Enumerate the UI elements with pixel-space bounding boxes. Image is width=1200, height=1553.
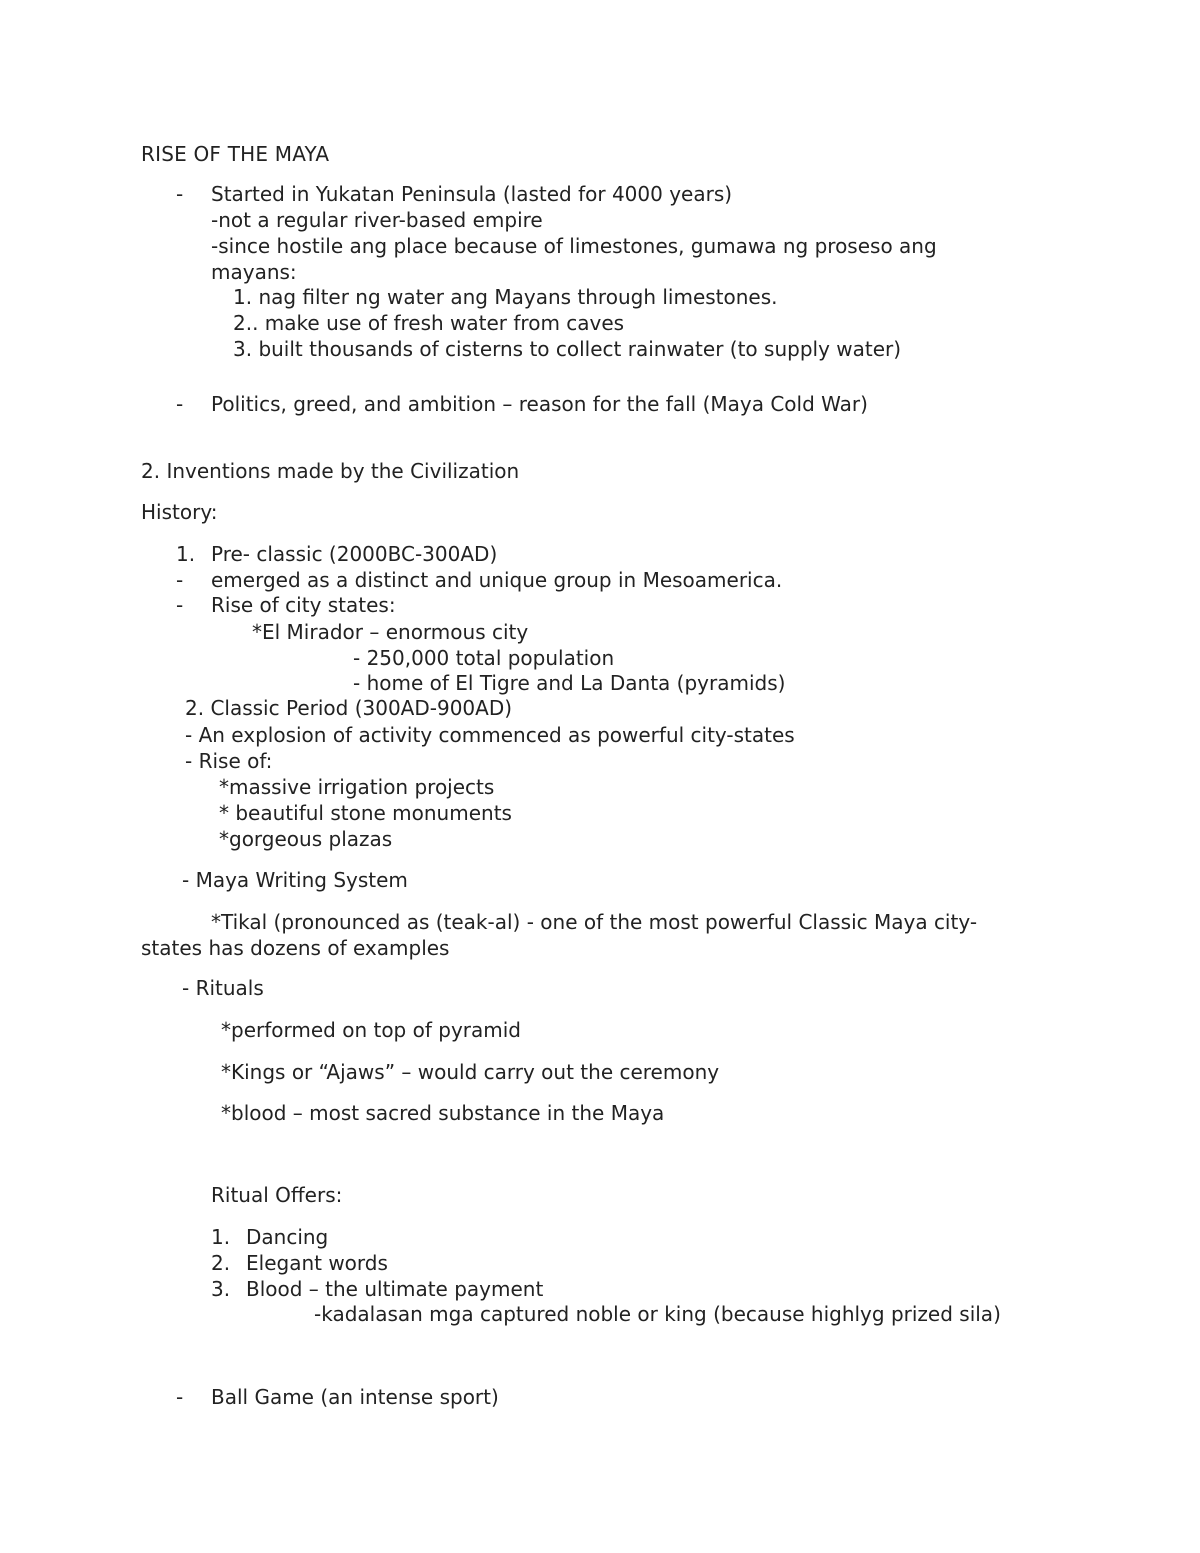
bullet-marker: - [176,392,184,416]
process-item: 1. nag filter ng water ang Mayans through limestones. [233,285,778,309]
politics-line: Politics, greed, and ambition – reason for the fall (Maya Cold War) [211,392,868,416]
history-label: History: [141,500,218,524]
emerged-line: emerged as a distinct and unique group in Mesoamerica. [211,568,783,592]
list-number: 1. [176,542,196,566]
offer-item: Dancing [246,1225,329,1249]
offer-item: Blood – the ultimate payment [246,1277,544,1301]
rise-item: * beautiful stone monuments [219,801,512,825]
ritual-offers-label: Ritual Offers: [211,1183,343,1207]
bullet-marker: - [176,568,184,592]
writing-system-line: - Maya Writing System [182,868,408,892]
bullet-marker: - [176,1385,184,1409]
list-number: 2. [211,1251,231,1275]
list-number: 3. [211,1277,231,1301]
rise-of-line: - Rise of: [185,749,273,773]
rituals-line: - Rituals [182,976,264,1000]
process-item: 3. built thousands of cisterns to collect rainwater (to supply water) [233,337,902,361]
list-number: 1. [211,1225,231,1249]
home-line: - home of El Tigre and La Danta (pyramids) [353,671,786,695]
offer-item: Elegant words [246,1251,388,1275]
process-item: 2.. make use of fresh water from caves [233,311,625,335]
started-line: Started in Yukatan Peninsula (lasted for 4000 years) [211,182,733,206]
rise-item: *gorgeous plazas [219,827,393,851]
ball-game-line: Ball Game (an intense sport) [211,1385,499,1409]
explosion-line: - An explosion of activity commenced as powerful city-states [185,723,795,747]
tikal-line-1: *Tikal (pronounced as (teak-al) - one of the most powerful Classic Maya city- [211,910,978,934]
preclassic-heading: Pre- classic (2000BC-300AD) [211,542,498,566]
ritual-item: *performed on top of pyramid [221,1018,521,1042]
population-line: - 250,000 total population [353,646,615,670]
document-title: RISE OF THE MAYA [141,142,330,166]
tikal-line-2: states has dozens of examples [141,936,450,960]
inventions-heading: 2. Inventions made by the Civilization [141,459,520,483]
bullet-marker: - [176,182,184,206]
hostile-line-2: mayans: [211,260,297,284]
offer-note: -kadalasan mga captured noble or king (because highlyg prized sila) [314,1302,1001,1326]
rise-city-line: Rise of city states: [211,593,396,617]
ritual-item: *blood – most sacred substance in the Maya [221,1101,665,1125]
el-mirador-line: *El Mirador – enormous city [252,620,529,644]
classic-heading: 2. Classic Period (300AD-900AD) [185,696,513,720]
rise-item: *massive irrigation projects [219,775,495,799]
bullet-marker: - [176,593,184,617]
not-regular-line: -not a regular river-based empire [211,208,543,232]
hostile-line-1: -since hostile ang place because of limestones, gumawa ng proseso ang [211,234,937,258]
ritual-item: *Kings or “Ajaws” – would carry out the ceremony [221,1060,720,1084]
